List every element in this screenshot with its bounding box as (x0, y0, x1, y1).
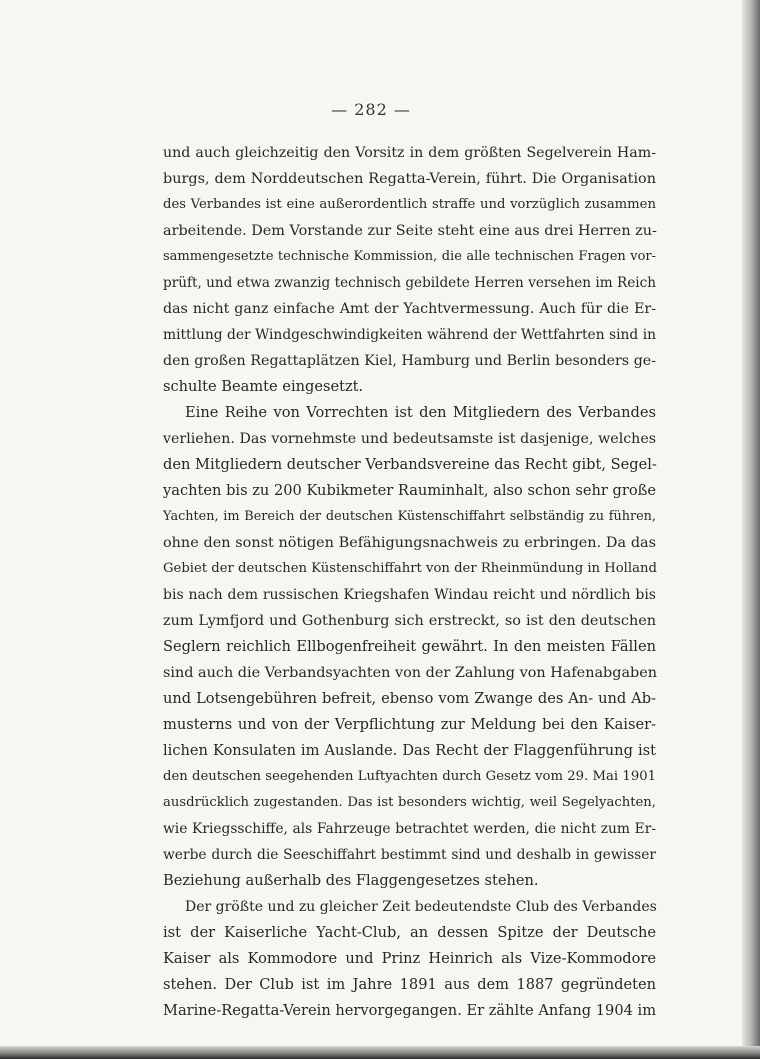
text-line: stehen. Der Club ist im Jahre 1891 aus dem 1887 gegründeten (163, 976, 656, 993)
text-line: Kaiser als Kommodore und Prinz Heinrich als Vize-Kommodore (163, 950, 656, 967)
text-line: Beziehung außerhalb des Flaggengesetzes stehen. (163, 872, 539, 889)
text-line: wie Kriegsschiffe, als Fahrzeuge betrachtet werden, die nicht zum Er- (163, 821, 656, 837)
text-line: bis nach dem russischen Kriegshafen Windau reicht und nördlich bis (163, 587, 656, 603)
text-line: yachten bis zu 200 Kubikmeter Rauminhalt, also schon sehr große (163, 482, 656, 499)
text-line: den deutschen seegehenden Luftyachten durch Gesetz vom 29. Mai 1901 (163, 769, 656, 784)
paragraph-3 (163, 894, 656, 1024)
text-line: Yachten, im Bereich der deutschen Küstenschiffahrt selbständig zu führen, (163, 509, 656, 524)
text-line: ausdrücklich zugestanden. Das ist besonders wichtig, weil Segelyachten, (163, 795, 656, 810)
text-line: mittlung der Windgeschwindigkeiten während der Wettfahrten sind in (163, 327, 656, 343)
text-line: Gebiet der deutschen Küstenschiffahrt von der Rheinmündung in Holland (163, 561, 657, 576)
text-line: das nicht ganz einfache Amt der Yachtvermessung. Auch für die Er- (163, 301, 656, 317)
text-line: Der größte und zu gleicher Zeit bedeutendste Club des Verbandes (185, 899, 657, 915)
text-line: lichen Konsulaten im Auslande. Das Recht der Flaggenführung ist (163, 742, 656, 759)
text-line: des Verbandes ist eine außerordentlich straffe und vorzüglich zusammen (163, 197, 656, 212)
text-line: Seglern reichlich Ellbogenfreiheit gewährt. In den meisten Fällen (163, 638, 656, 655)
text-line: und Lotsengebühren befreit, ebenso vom Zwange des An- und Ab- (163, 690, 656, 707)
text-line: zum Lymfjord und Gothenburg sich erstreckt, so ist den deutschen (163, 613, 656, 629)
text-line: den Mitgliedern deutscher Verbandsvereine das Recht gibt, Segel- (163, 456, 657, 473)
text-line: ohne den sonst nötigen Befähigungsnachweis zu erbringen. Da das (163, 535, 656, 551)
page-edge-right (742, 0, 760, 1059)
text-line: sammengesetzte technische Kommission, die alle technischen Fragen vor- (163, 249, 656, 264)
text-line: prüft, und etwa zwanzig technisch gebildete Herren versehen im Reich (163, 275, 656, 291)
paragraph-2 (163, 400, 656, 894)
text-line: ist der Kaiserliche Yacht-Club, an dessen Spitze der Deutsche (163, 924, 656, 941)
text-line: Marine-Regatta-Verein hervorgegangen. Er zählte Anfang 1904 im (163, 1002, 657, 1019)
text-line: sind auch die Verbandsyachten von der Zahlung von Hafenabgaben (163, 665, 658, 681)
body-text (163, 140, 656, 1024)
page-edge-bottom (0, 1046, 760, 1059)
text-line: verliehen. Das vornehmste und bedeutsamste ist dasjenige, welches (163, 431, 656, 447)
text-line: burgs, dem Norddeutschen Regatta-Verein, führt. Die Organisation (163, 171, 656, 187)
text-line: und auch gleichzeitig den Vorsitz in dem größten Segelverein Ham- (163, 145, 656, 161)
text-line: Eine Reihe von Vorrechten ist den Mitgliedern des Verbandes (185, 404, 656, 421)
paragraph-1 (163, 140, 656, 400)
text-line: werbe durch die Seeschiffahrt bestimmt sind und deshalb in gewisser (163, 847, 656, 863)
text-line: schulte Beamte eingesetzt. (163, 378, 364, 395)
page-number: — 282 — (331, 100, 411, 119)
text-line: musterns und von der Verpflichtung zur Meldung bei den Kaiser- (163, 716, 656, 733)
text-line: den großen Regattaplätzen Kiel, Hamburg und Berlin besonders ge- (163, 353, 656, 369)
text-line: arbeitende. Dem Vorstande zur Seite steht eine aus drei Herren zu- (163, 223, 657, 239)
